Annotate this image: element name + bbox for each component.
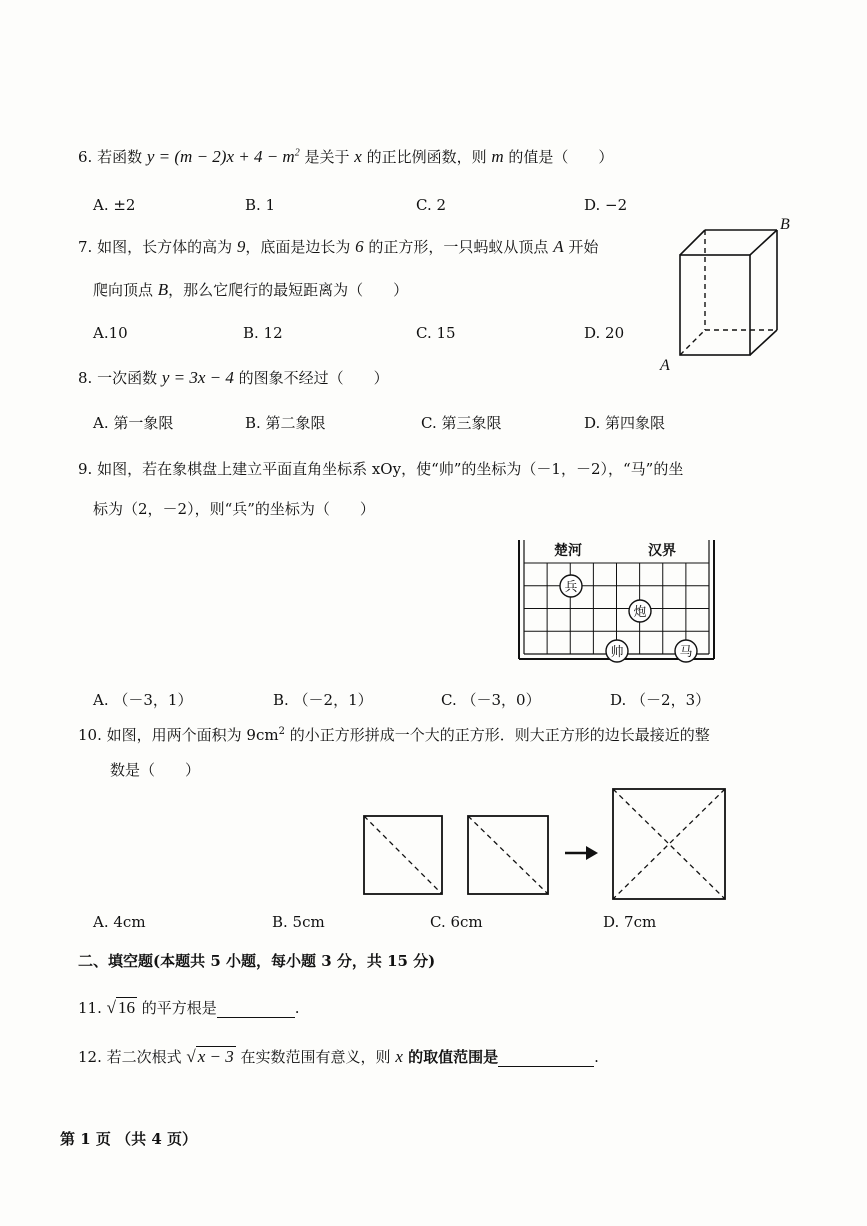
piece-bing (560, 575, 582, 597)
section-2-heading: 二、填空题(本题共 5 小题，每小题 3 分，共 15 分) (78, 952, 436, 970)
svg-text:兵: 兵 (564, 580, 578, 595)
q11-answer-blank[interactable] (217, 1001, 295, 1018)
q9-option-b: B. （－2，1） (273, 691, 373, 709)
q10-option-a: A. 4cm (93, 913, 146, 931)
squares-figure (360, 786, 730, 902)
q7-stem-line2: 爬向顶点 B，那么它爬行的最短距离为（ ） (93, 280, 409, 299)
q7-option-c: C. 15 (416, 324, 456, 342)
q7-option-a: A.10 (93, 324, 128, 342)
cuboid-label-a: A (660, 357, 670, 374)
q11-radicand: 16 (117, 998, 135, 1017)
svg-text:炮: 炮 (633, 605, 647, 620)
q10-stem-line1: 10. 如图，用两个面积为 $9cm^2$ 的小正方形拼成一个大的正方形．则大正方形的边长最接近的整 (78, 726, 710, 744)
q6-option-a: A. ±2 (93, 196, 136, 214)
q9-option-d: D. （－2，3） (610, 691, 711, 709)
cuboid-figure (660, 215, 800, 375)
piece-shuai (606, 640, 628, 662)
q7-option-d: D. 20 (584, 324, 625, 342)
q12-stem: 12. 若二次根式 √ x − 3 在实数范围有意义，则 x 的取值范围是 . (78, 1047, 599, 1066)
q7-stem-line1: 7. 如图，长方体的高为 9，底面是边长为 6 的正方形，一只蚂蚁从顶点 A 开始 (78, 237, 599, 256)
svg-text:马: 马 (679, 645, 693, 660)
q10-stem-line2: 数是（ ） (110, 761, 201, 779)
svg-text:帅: 帅 (610, 645, 624, 660)
q7-option-b: B. 12 (243, 324, 283, 342)
q6-stem: 6. 若函数 $y = (m - 2)x + 4 - m^2$ 是关于 x 的正比例函数，则 m 的值是（ ） (78, 147, 614, 166)
q9-stem-line1: 9. 如图，若在象棋盘上建立平面直角坐标系 xOy，使“帅”的坐标为（－1，－2），“马”的坐 (78, 460, 684, 478)
q6-option-c: C. 2 (416, 196, 447, 214)
q9-option-c: C. （－3，0） (441, 691, 541, 709)
board-label-chuhe: 楚河 (554, 543, 582, 559)
piece-ma (675, 640, 697, 662)
q6-option-b: B. 1 (245, 196, 276, 214)
q12-answer-blank[interactable] (498, 1050, 594, 1067)
board-label-hanjie: 汉界 (648, 543, 676, 559)
chess-board-figure (516, 538, 718, 663)
q6-option-d: D. −2 (584, 196, 628, 214)
q9-option-a: A. （－3，1） (93, 691, 193, 709)
cuboid-label-b: B (780, 216, 790, 233)
q8-stem: 8. 一次函数 y = 3x − 4 的图象不经过（ ） (78, 368, 389, 387)
q10-option-c: C. 6cm (430, 913, 483, 931)
q10-option-b: B. 5cm (272, 913, 325, 931)
arrow-right-icon (565, 846, 598, 860)
piece-pao (629, 600, 651, 622)
q8-option-c: C. 第三象限 (421, 414, 502, 432)
q9-stem-line2: 标为（2，－2），则“兵”的坐标为（ ） (93, 500, 375, 518)
q11-stem: 11. √ 16 的平方根是 . (78, 998, 300, 1017)
q8-option-d: D. 第四象限 (584, 414, 666, 432)
q8-option-b: B. 第二象限 (245, 414, 326, 432)
q10-option-d: D. 7cm (603, 913, 657, 931)
q12-radicand: x − 3 (197, 1047, 234, 1066)
q8-option-a: A. 第一象限 (93, 414, 174, 432)
page-footer: 第 1 页 （共 4 页） (60, 1130, 197, 1148)
